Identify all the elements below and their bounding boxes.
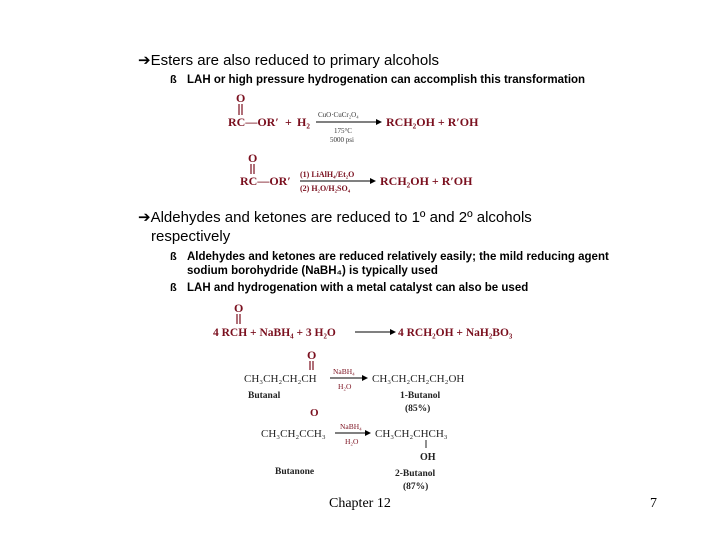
butanol2-name: 2-Butanol — [395, 469, 436, 479]
temperature-label: 175°C — [334, 127, 352, 135]
carbonyl-o: O — [310, 407, 319, 419]
butanal-formula: CH₃CH₂CH₂CH — [244, 373, 317, 385]
butanol2-oh: OH — [420, 452, 436, 463]
carbonyl-o: O — [248, 151, 258, 165]
butanal-name: Butanal — [248, 391, 281, 401]
reagent-top: NaBH₄ — [340, 422, 362, 431]
reagent-top: NaBH₄ — [333, 367, 355, 376]
section2-heading-line2: respectively — [151, 228, 231, 245]
bullet-icon: ß — [170, 282, 177, 294]
pressure-label: 5000 psi — [330, 136, 354, 144]
reaction-lah — [238, 150, 498, 196]
step2-label: (2) H₂O/H₂SO₄ — [300, 184, 351, 193]
right-arrow-icon: ➔ — [138, 209, 151, 226]
bullet-icon: ß — [170, 74, 177, 86]
reaction-butanal — [240, 346, 480, 416]
butanol-formula: CH₃CH₂CH₂CH₂OH — [372, 373, 465, 385]
reaction-butanal-figure — [240, 346, 480, 416]
reaction-lah-figure — [238, 150, 498, 196]
general-left: 4 RCH + NaBH₄ + 3 H₂O — [213, 327, 336, 339]
reagent-bottom: H₂O — [338, 382, 352, 391]
section2-heading-row — [138, 209, 532, 227]
butanol-name: 1-Butanol — [400, 391, 441, 401]
hydrogenation-products: RCH₂OH + R′OH — [386, 115, 479, 129]
catalyst-label: CuO·CuCr₂O₄ — [318, 111, 359, 119]
footer-chapter: Chapter 12 — [329, 496, 391, 511]
general-right: 4 RCH₂OH + NaH₂BO₃ — [398, 327, 513, 339]
reaction-nabh4-general — [210, 300, 520, 342]
section1-heading-row — [138, 52, 439, 70]
reagent-bottom: H₂O — [345, 437, 359, 446]
butanone-name: Butanone — [275, 467, 315, 477]
carbonyl-o: O — [307, 348, 317, 362]
plus-sign: + — [285, 115, 292, 129]
section1-heading: Esters are also reduced to primary alcohols — [150, 52, 440, 69]
reaction-hydrogenation — [226, 90, 496, 148]
butanone-formula: CH₃CH₂CCH₃ — [261, 428, 326, 440]
carbonyl-o: O — [236, 91, 246, 105]
carbonyl-o: O — [234, 301, 244, 315]
ester-reactant: RC—OR′ — [228, 115, 279, 129]
hydrogen-reagent: H₂ — [297, 115, 310, 129]
lah-products: RCH₂OH + R′OH — [380, 174, 473, 188]
footer-page-number: 7 — [650, 496, 657, 511]
step1-label: (1) LiAlH₄/Et₂O — [300, 170, 355, 179]
right-arrow-icon: ➔ — [138, 52, 151, 69]
reaction-hydrogenation-figure — [226, 90, 496, 148]
section2-heading-line1: Aldehydes and ketones are reduced to 1º and 2º alcohols — [150, 209, 532, 226]
butanol2-formula: CH₃CH₂CHCH₃ — [375, 428, 448, 440]
reaction-nabh4-general-figure — [210, 300, 520, 342]
bullet-icon: ß — [170, 251, 177, 263]
butanol-yield: (85%) — [405, 404, 431, 414]
ester-reactant: RC—OR′ — [240, 174, 291, 188]
butanol2-yield: (87%) — [403, 482, 429, 492]
